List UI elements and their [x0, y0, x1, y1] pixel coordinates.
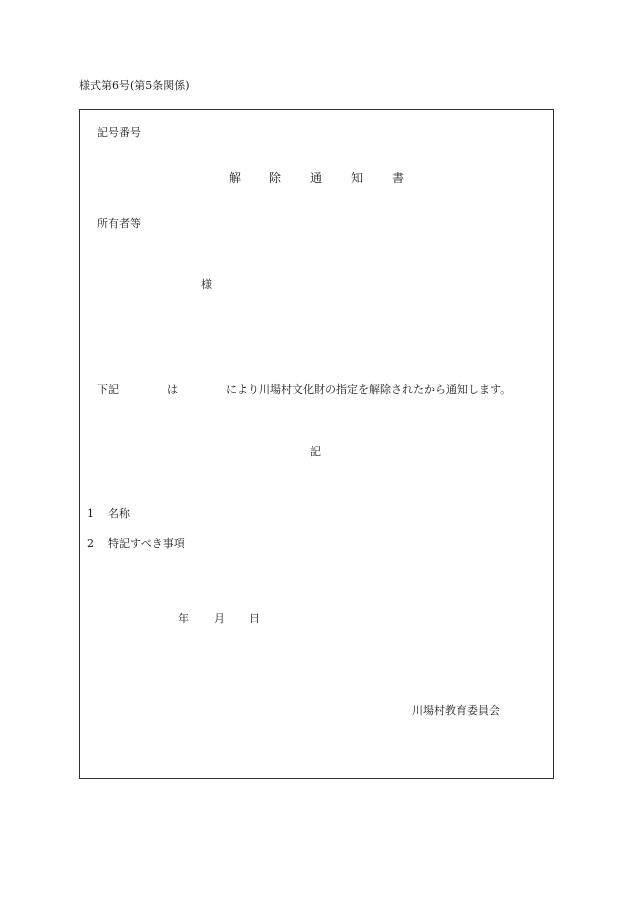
title-char: 通 — [310, 171, 323, 185]
item-number: 1 — [87, 507, 94, 520]
item-label-name: 名称 — [108, 507, 130, 520]
body-part-wa: は — [167, 383, 178, 396]
body-part-main: により川場村文化財の指定を解除されたから通知します。 — [226, 383, 512, 396]
date-month: 月 — [214, 612, 225, 625]
date-day: 日 — [249, 612, 260, 625]
title-char: 書 — [392, 171, 405, 185]
body-part-kaki: 下記 — [97, 383, 119, 396]
reference-number-label: 記号番号 — [97, 126, 141, 139]
notice-frame — [79, 109, 554, 779]
ki-heading: 記 — [310, 445, 321, 458]
honorific-sama: 様 — [201, 278, 212, 291]
title-char: 除 — [269, 171, 282, 185]
date-year: 年 — [178, 612, 189, 625]
item-label-special: 特記すべき事項 — [108, 537, 185, 550]
item-number: 2 — [87, 537, 94, 550]
form-number-label: 様式第6号(第5条関係) — [79, 79, 190, 92]
title-char: 解 — [229, 171, 242, 185]
issuer-name: 川場村教育委員会 — [412, 704, 500, 717]
owner-label: 所有者等 — [97, 217, 141, 230]
title-char: 知 — [351, 171, 364, 185]
